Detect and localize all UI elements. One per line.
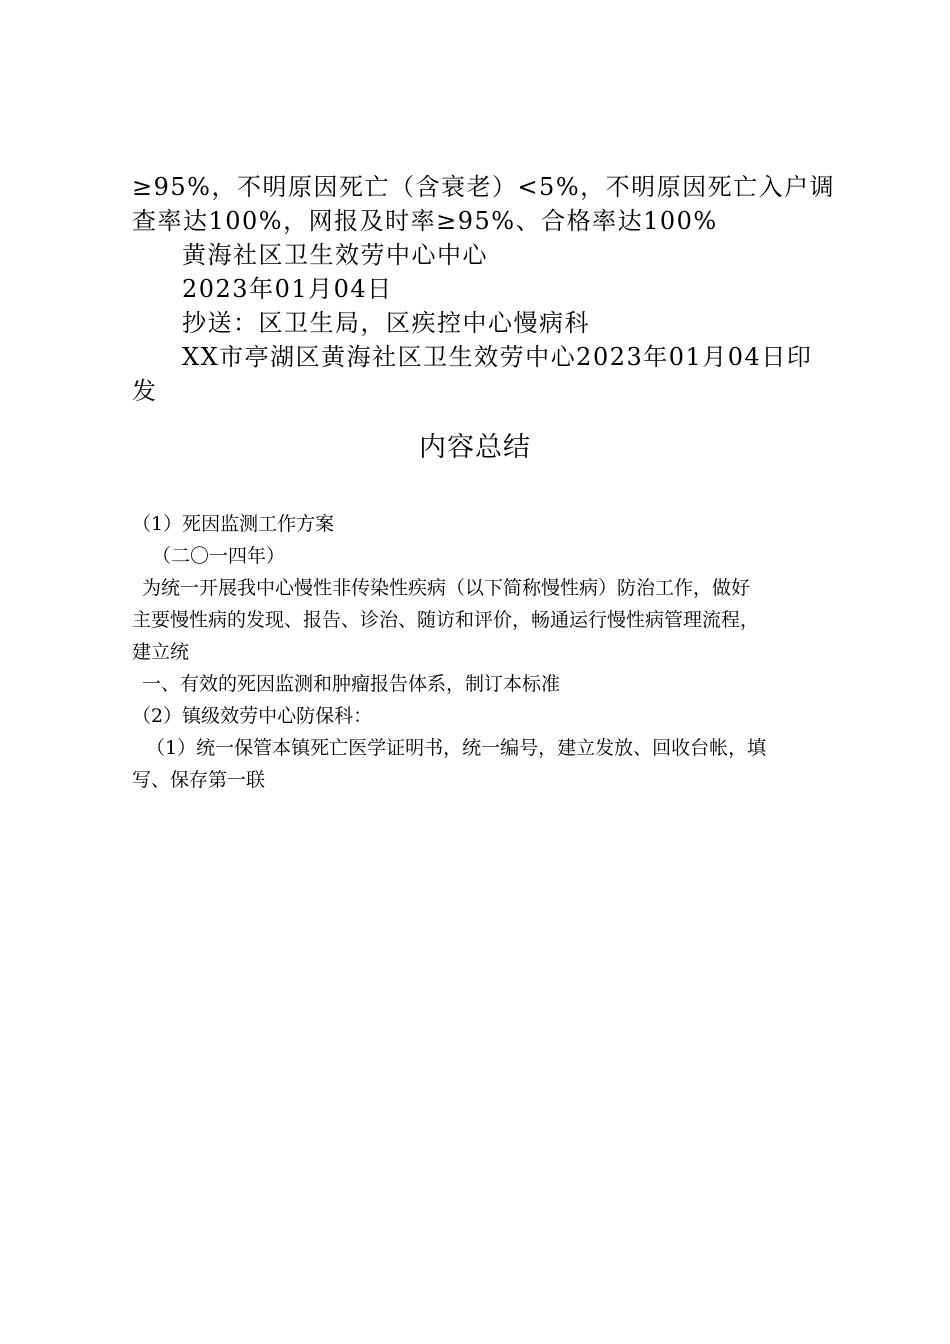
summary-line: 为统一开展我中心慢性非传染性疾病（以下简称慢性病）防治工作，做好 [142, 577, 751, 599]
body-line: 查率达100%，网报及时率≥95%、合格率达100% [132, 207, 718, 235]
summary-line: （1）死因监测工作方案 [132, 513, 335, 535]
summary-line: 主要慢性病的发现、报告、诊治、随访和评价，畅通运行慢性病管理流程， [132, 609, 760, 631]
summary-line: 写、保存第一联 [132, 769, 266, 791]
issue-date: 2023年01月04日 [182, 275, 393, 303]
issuer-name: 黄海社区卫生效劳中心中心 [182, 241, 488, 269]
print-issue-line: XX市亭湖区黄海社区卫生效劳中心2023年01月04日印 [182, 343, 813, 371]
summary-line: （二〇一四年） [152, 545, 286, 567]
summary-line: 一、有效的死因监测和肿瘤报告体系，制订本标准 [142, 673, 561, 695]
summary-title: 内容总结 [419, 432, 531, 463]
summary-line: 建立统 [132, 641, 190, 663]
summary-line: （1）统一保管本镇死亡医学证明书，统一编号，建立发放、回收台帐，填 [146, 737, 767, 759]
summary-line: （2）镇级效劳中心防保科： [132, 705, 373, 727]
cc-recipients: 抄送：区卫生局，区疾控中心慢病科 [182, 309, 590, 337]
document-body-text [132, 170, 836, 408]
body-line: ≥95%，不明原因死亡（含衰老）<5%，不明原因死亡入户调 [132, 173, 836, 201]
summary-body [132, 508, 832, 796]
print-issue-line-cont: 发 [132, 377, 158, 405]
